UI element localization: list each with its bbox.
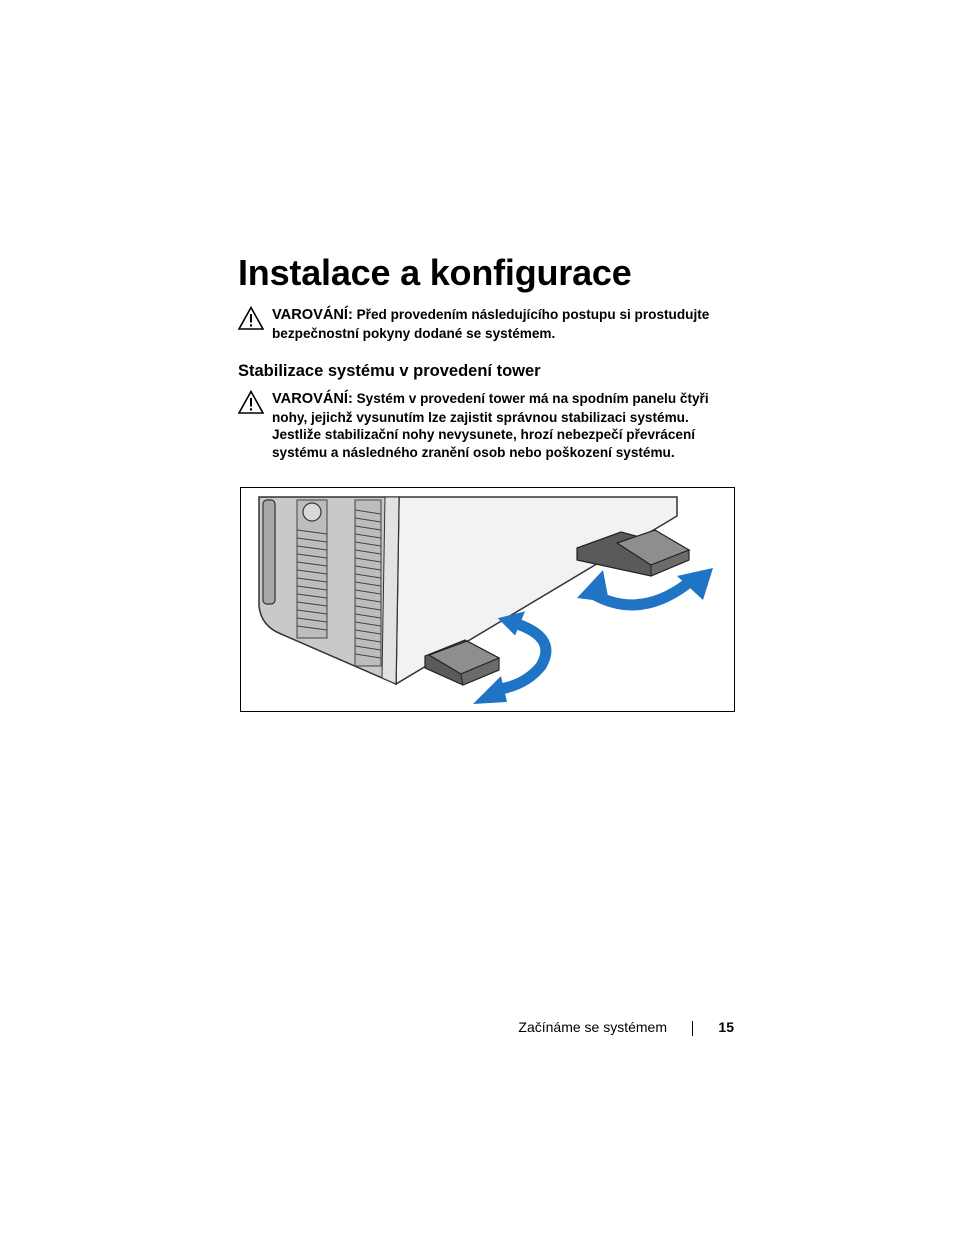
page-footer (0, 1019, 954, 1039)
warning-label: VAROVÁNÍ: (272, 391, 353, 407)
warning-text-line: Před provedením následujícího postupu si prostudujte (356, 307, 710, 322)
tower-system-drawing (241, 488, 734, 711)
warning-text-line: Jestliže stabilizační nohy nevysunete, hrozí nebezpečí převrácení (272, 427, 696, 442)
warning-text-line: bezpečnostní pokyny dodané se systémem. (272, 325, 556, 341)
power-button-icon (303, 503, 321, 521)
page-title: Instalace a konfigurace (238, 252, 632, 293)
warning-safety-instructions (238, 306, 738, 342)
warning-text-line: Systém v provedení tower má na spodním panelu čtyři (356, 391, 709, 406)
tower-stabilizer-feet-illustration (240, 487, 735, 712)
warning-tipping-hazard (238, 390, 738, 461)
front-vent-grille (355, 500, 381, 666)
footer-section-title: Začínáme se systémem (518, 1019, 667, 1035)
warning-triangle-icon (238, 390, 264, 414)
warning-text-line: systému a následného zranění osob nebo poškození systému. (272, 444, 675, 460)
page-number: 15 (718, 1019, 734, 1035)
warning-triangle-icon (238, 306, 264, 330)
footer-separator (692, 1021, 693, 1036)
warning-label: VAROVÁNÍ: (272, 307, 353, 323)
section-heading: Stabilizace systému v provedení tower (238, 362, 541, 380)
warning-text-line: nohy, jejichž vysunutím lze zajistit správnou stabilizaci systému. (272, 409, 689, 425)
